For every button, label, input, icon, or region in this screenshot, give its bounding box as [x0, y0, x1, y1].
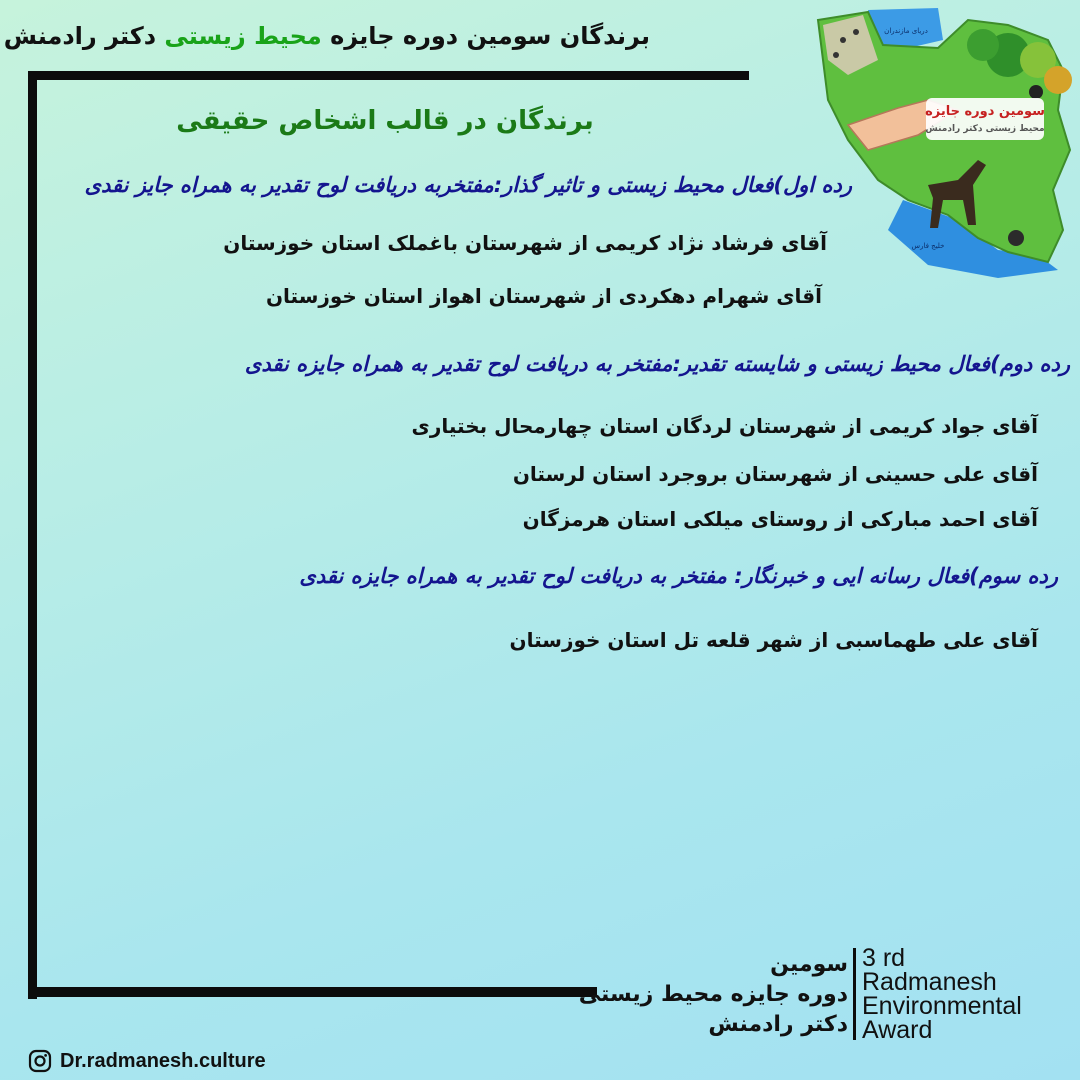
- iran-map-logo-image: [808, 0, 1080, 280]
- frame-top-line: [28, 71, 749, 80]
- page-header-title: [3, 22, 650, 50]
- footer-en-line-3: Environmental: [862, 992, 1022, 1020]
- footer-fa-line-3: دکتر رادمنش: [708, 1012, 848, 1037]
- header-title-highlight: محیط زیستی: [164, 22, 322, 50]
- header-title-part1: برندگان سومین دوره جایزه: [321, 22, 650, 50]
- section-title: برندگان در قالب اشخاص حقیقی: [176, 106, 594, 136]
- footer-award-name-en: [862, 946, 1022, 1042]
- footer-fa-line-2: دوره جایزه محیط زیستی: [578, 982, 848, 1007]
- logo-text-line1: سومین دوره جایزه: [925, 104, 1045, 119]
- rank-3-person-1: آقای علی طهماسبی از شهر قلعه تل استان خوزستان: [509, 628, 1038, 652]
- logo-text-line2: محیط زیستی دکتر رادمنش: [925, 124, 1045, 134]
- footer-en-line-4: Award: [862, 1016, 933, 1044]
- rank-1-person-1: آقای فرشاد نژاد کریمی از شهرستان باغملک استان خوزستان: [223, 231, 827, 255]
- footer-award-name-fa: [579, 950, 848, 1040]
- instagram-handle-text: Dr.radmanesh.culture: [60, 1049, 266, 1072]
- frame-bottom-line: [28, 987, 597, 997]
- logo-gulf-label: خلیج فارس: [911, 242, 945, 250]
- footer-en-line-2: Radmanesh: [862, 968, 997, 996]
- instagram-icon: [28, 1049, 52, 1073]
- rank-1-heading: رده اول)فعال محیط زیستی و تاثیر گذار:مفتخربه دریافت لوح تقدیر به همراه جایز نقدی: [84, 173, 852, 197]
- footer-fa-line-1: سومین: [770, 952, 848, 977]
- award-logo: [808, 0, 1080, 280]
- rank-2-person-2: آقای علی حسینی از شهرستان بروجرد استان لرستان: [512, 462, 1038, 486]
- footer-en-line-1: 3 rd: [862, 944, 906, 972]
- instagram-handle[interactable]: [28, 1049, 266, 1073]
- rank-3-heading: رده سوم)فعال رسانه ایی و خبرنگار: مفتخر به دریافت لوح تقدیر به همراه جایزه نقدی: [299, 564, 1058, 588]
- footer-divider: [853, 948, 856, 1040]
- header-title-part2: دکتر رادمنش: [3, 22, 165, 50]
- rank-1-person-2: آقای شهرام دهکردی از شهرستان اهواز استان خوزستان: [265, 284, 822, 308]
- rank-2-person-1: آقای جواد کریمی از شهرستان لردگان استان چهارمحال بختیاری: [411, 414, 1038, 438]
- rank-2-person-3: آقای احمد مبارکی از روستای میلکی استان هرمزگان: [522, 507, 1038, 531]
- logo-sea-label: دریای مازندران: [884, 27, 928, 35]
- rank-2-heading: رده دوم)فعال محیط زیستی و شایسته تقدیر:مفتخر به دریافت لوح تقدیر به همراه جایزه نقدی: [244, 352, 1070, 376]
- frame-left-line: [28, 71, 37, 999]
